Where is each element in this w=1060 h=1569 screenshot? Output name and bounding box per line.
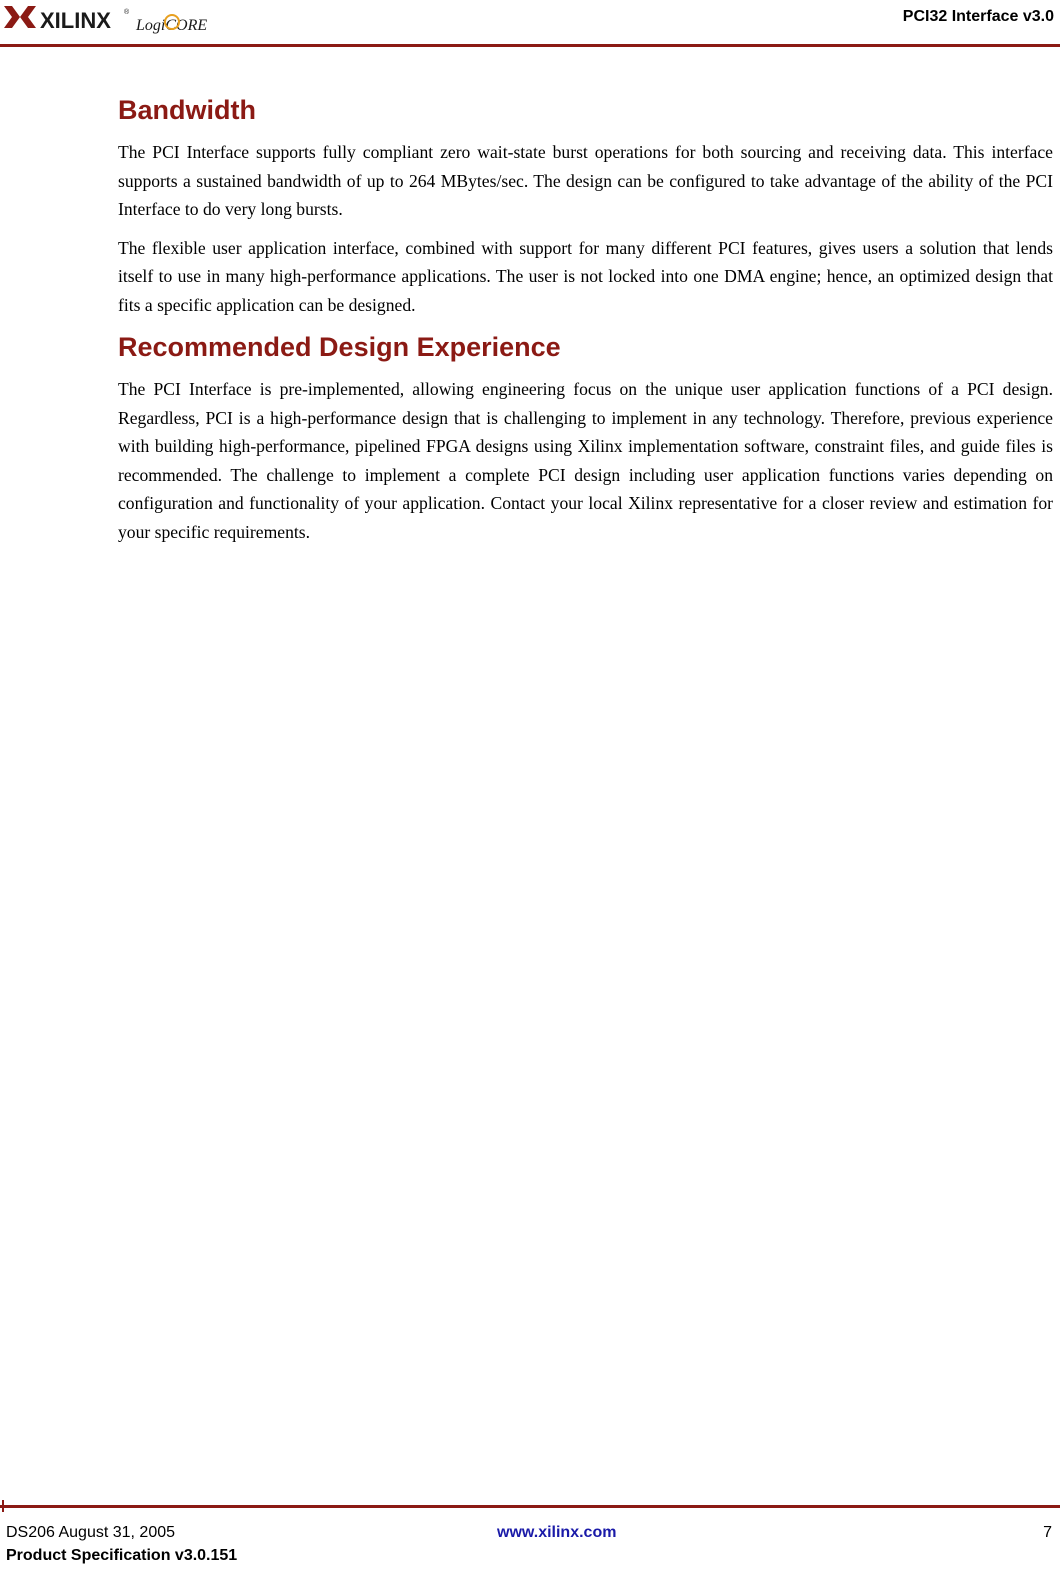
paragraph: The flexible user application interface, combined with support for many different PCI features, gives users a solution that lends itself to use in many high-performance applications. The user is not locked into one DMA engine; hence, an optimized design that fits a specific application can be designed. — [118, 237, 1053, 315]
page-header — [0, 0, 1060, 48]
main-content — [118, 92, 1053, 556]
page-number: 7 — [1043, 1524, 1052, 1541]
footer-website-link[interactable]: www.xilinx.com — [497, 1524, 617, 1541]
section-bandwidth — [118, 92, 1053, 319]
section-heading: Recommended Design Experience — [118, 332, 561, 362]
paragraph: The PCI Interface supports fully compliant zero wait-state burst operations for both sourcing and receiving data. This interface supports a sustained bandwidth of up to 264 MBytes/sec. The design can be configured to take advantage of the ability of the PCI Interface to do very long bursts. — [118, 142, 1053, 219]
xilinx-logo-icon — [2, 2, 232, 36]
logo-brand-text: XILINX — [40, 8, 111, 33]
document-title: PCI32 Interface v3.0 — [902, 8, 1054, 25]
footer-spec: Product Specification v3.0.151 — [6, 1547, 238, 1564]
logo-product-text: LogiCORE — [136, 17, 208, 34]
section-recommended-design-experience — [118, 329, 1053, 546]
footer-divider — [0, 1505, 1060, 1508]
paragraph: The PCI Interface is pre-implemented, allowing engineering focus on the unique user application functions of a PCI design. Regardless, PCI is a high-performance design that is challenging to implement in any technology. Therefore, previous experience with building high-performance, pipelined FPGA designs using Xilinx implementation software, constraint files, and guide files is recommended. The challenge to implement a complete PCI design including user application functions varies depending on configuration and functionality of your application. Contact your local Xilinx representative for a closer review and estimation for your specific requirements. — [118, 379, 1053, 542]
header-divider — [0, 44, 1060, 47]
svg-text:®: ® — [124, 9, 130, 16]
xilinx-logicore-logo — [2, 2, 232, 36]
section-heading: Bandwidth — [118, 95, 256, 125]
footer-doc-id-date: DS206 August 31, 2005 — [6, 1524, 176, 1541]
